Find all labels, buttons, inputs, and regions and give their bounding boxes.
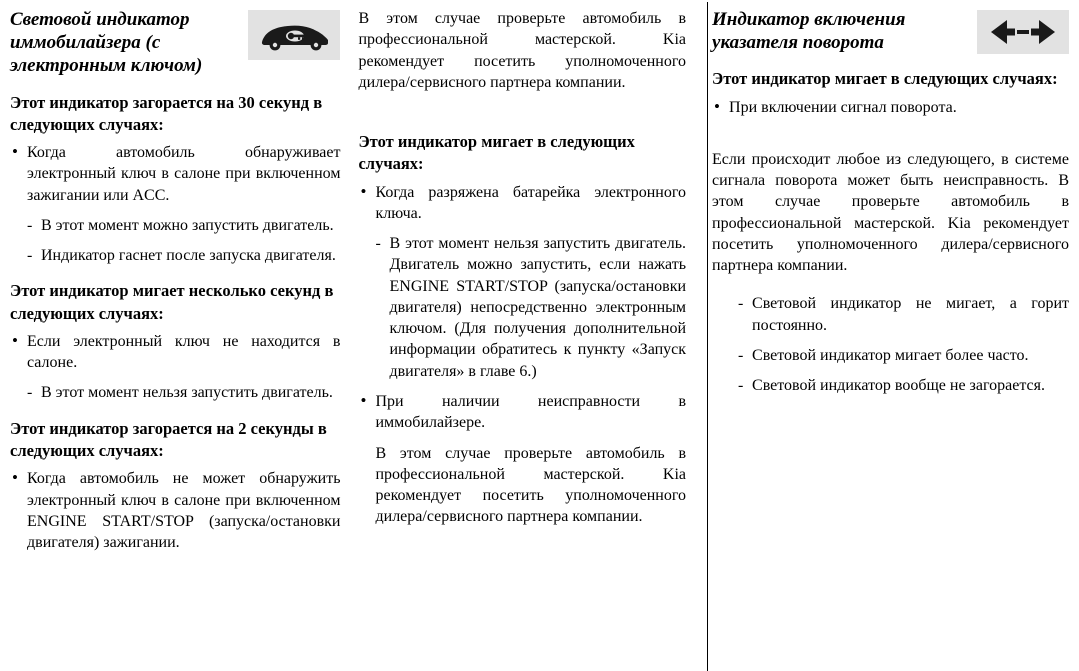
middle-paragraph-1: В этом случае проверьте автомобиль в профессиональной мастерской. Kia рекомендует посетить уполномоченного дилера/сервисного партнера компании. — [358, 10, 687, 91]
list-item: - В этот момент можно запустить двигатель. — [27, 215, 340, 236]
left-list-3 — [10, 468, 340, 553]
middle-lead-1: Этот индикатор мигает в следующих случаях: — [358, 132, 635, 174]
spacer — [358, 104, 686, 118]
list-item: • Когда автомобиль обнаруживает электронный ключ в салоне при включенном зажигании или ACC. — [10, 142, 340, 206]
left-list-1 — [10, 142, 340, 266]
list-item: - Световой индикатор вообще не загорается. — [738, 375, 1069, 396]
right-title-row — [712, 8, 1069, 54]
column-right — [704, 8, 1069, 671]
right-paragraph-1: Если происходит любое из следующего, в системе сигнала поворота может быть неисправность. В этом случае проверьте автомобиль в профессиональной мастерской. Kia рекомендует посетить уполномоченного дилера/сервисного партнера компании. — [712, 150, 1069, 275]
turn-signal-arrows-icon — [977, 10, 1069, 54]
right-list-2 — [712, 293, 1069, 396]
list-item: • Когда разряжена батарейка электронного ключа. — [358, 182, 686, 225]
left-title-row — [10, 8, 340, 78]
column-left — [10, 8, 358, 671]
right-lead-1: Этот индикатор мигает в следующих случаях: — [712, 69, 1058, 89]
list-item: - В этот момент нельзя запустить двигатель. — [27, 382, 340, 403]
left-lead-2: Этот индикатор мигает несколько секунд в следующих случаях: — [10, 281, 334, 323]
left-lead-1: Этот индикатор загорается на 30 секунд в следующих случаях: — [10, 92, 323, 134]
left-lead-3: Этот индикатор загорается на 2 секунды в следующих случаях: — [10, 418, 327, 460]
spacer — [712, 127, 1069, 149]
list-item: - Световой индикатор не мигает, а горит постоянно. — [738, 293, 1069, 336]
right-list-1 — [712, 97, 1069, 118]
left-list-2 — [10, 331, 340, 404]
list-item: • При наличии неисправности в иммобилайзере. — [358, 391, 686, 434]
middle-list-1 — [358, 182, 686, 434]
column-middle — [358, 8, 704, 671]
car-with-key-icon — [248, 10, 340, 60]
list-item: - Световой индикатор мигает более часто. — [738, 345, 1069, 366]
list-item: • Если электронный ключ не находится в салоне. — [10, 331, 340, 374]
list-item: - Индикатор гаснет после запуска двигателя. — [27, 245, 340, 266]
page-title: Световой индикатор иммобилайзера (с электронным ключом) — [10, 9, 203, 77]
list-item: - В этот момент нельзя запустить двигатель. Двигатель можно запустить, если нажать ENGINE START/STOP (запуска/остановки двигателя) непосредственно электронным ключом. (Для получения дополнительной информации обратитесь к пункту «Запуск двигателя» в главе 6.) — [375, 233, 686, 382]
list-item: • При включении сигнал поворота. — [712, 97, 1069, 118]
list-item: • Когда автомобиль не может обнаружить электронный ключ в салоне при включенном ENGINE START/STOP (запуска/остановки двигателя) зажигании. — [10, 468, 340, 553]
section-title-turn-signal: Индикатор включения указателя поворота — [712, 9, 906, 54]
middle-sub-paragraph-1: В этом случае проверьте автомобиль в профессиональной мастерской. Kia рекомендует посетить уполномоченного дилера/сервисного партнера компании. — [375, 444, 687, 526]
